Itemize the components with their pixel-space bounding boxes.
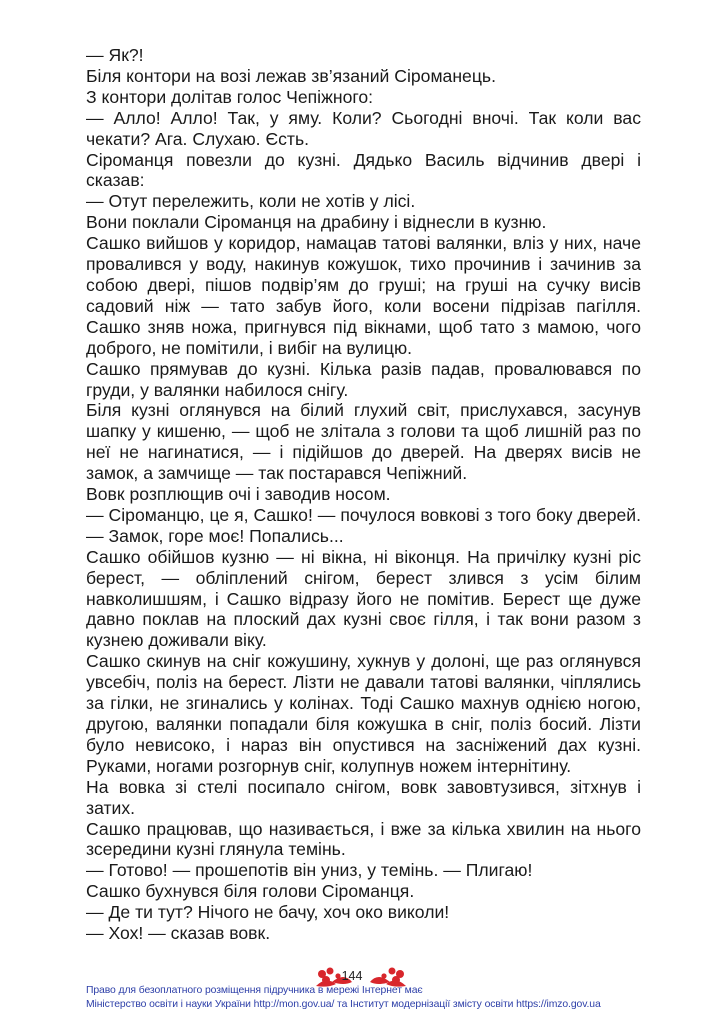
paragraph: Біля кузні оглянувся на білий глухий світ, прислухався, засунув шапку у кишеню, — щоб не злітала з голови та щоб лишній раз по неї не нагинатися, — і підійшов до дверей. На дверях висів не замок, а замчище — так постарався Чепіжний. (86, 400, 641, 484)
paragraph: — Хох! — сказав вовк. (86, 923, 271, 944)
paragraph: Сашко працював, що називається, і вже за кілька хвилин на нього зсередини кузні глянула темінь. (86, 818, 641, 860)
paragraph: Сашко бухнувся біля голови Сіроманця. (86, 881, 415, 902)
paragraph: Вовк розплющив очі і заводив носом. (86, 484, 391, 505)
paragraph: — Готово! — прошепотів він униз, у темінь. — Плигаю! (86, 860, 533, 881)
ministry-links-line: Міністерство освіти і науки України http://mon.gov.ua/ та Інститут модернізації змісту освіти https://imzo.gov.ua (86, 999, 601, 1010)
paragraph: — Сіроманцю, це я, Сашко! — почулося вовкові з того боку дверей. — Замок, горе моє! Попались... (86, 504, 641, 546)
paragraph: — Де ти тут? Нічого не бачу, хоч око виколи! (86, 902, 450, 923)
paragraph: Сіроманця повезли до кузні. Дядько Василь відчинив двері і сказав: (86, 149, 641, 191)
paragraph: Сашко скинув на сніг кожушину, хукнув у долоні, ще раз оглянувся увсебіч, поліз на берест. Лізти не давали татові валянки, чіплялись за гілки, не згинались у колінах. Тоді Сашко махнув однією ногою, другою, валянки попадали біля кожушка в сніг, поліз босий. Лізти було невисоко, і нараз він опустився на засніжений дах кузні. Руками, ногами розгорнув сніг, колупнув ножем інтернітину. (86, 651, 641, 776)
copyright-line: Право для безоплатного розміщення підручника в мережі Інтернет має (86, 985, 423, 996)
paragraph: Вони поклали Сіроманця на драбину і віднесли в кузню. (86, 212, 547, 233)
page-number: 144 (341, 969, 363, 983)
paragraph: — Алло! Алло! Так, у яму. Коли? Сьогодні вночі. Так коли вас чекати? Ага. Слухаю. Єсть. (86, 107, 641, 149)
paragraph: На вовка зі стелі посипало снігом, вовк завовтузився, зітхнув і затих. (86, 776, 641, 818)
book-text (86, 45, 641, 944)
paragraph: — Отут перележить, коли не хотів у лісі. (86, 191, 416, 212)
paragraph: Сашко прямував до кузні. Кілька разів падав, провалювався по груди, у валянки набилося снігу. (86, 358, 641, 400)
paragraph: Сашко обійшов кузню — ні вікна, ні віконця. На причілку кузні ріс берест, — обліплений снігом, берест злився з усім білим навколишшям, і Сашко відразу його не помітив. Берест ще дуже давно поклав на плоский дах кузні своє гілля, і так вони разом з кузнею доживали віку. (86, 546, 641, 651)
paragraph: Сашко вийшов у коридор, намацав татові валянки, вліз у них, наче провалився у воду, накинув кожушок, тихо прочинив і зачинив за собою двері, пішов подвір’ям до груші; на груші на сучку висів садовий ніж — тато забув його, коли восени підрізав пагілля. Сашко зняв ножа, пригнувся під вікнами, щоб тато з мамою, чого доброго, не помітили, і вибіг на вулицю. (86, 233, 641, 358)
paragraph: — Як?! (86, 45, 144, 65)
paragraph: З контори долітав голос Чепіжного: (86, 86, 374, 107)
paragraph: Біля контори на возі лежав зв’язаний Сіроманець. (86, 65, 496, 86)
